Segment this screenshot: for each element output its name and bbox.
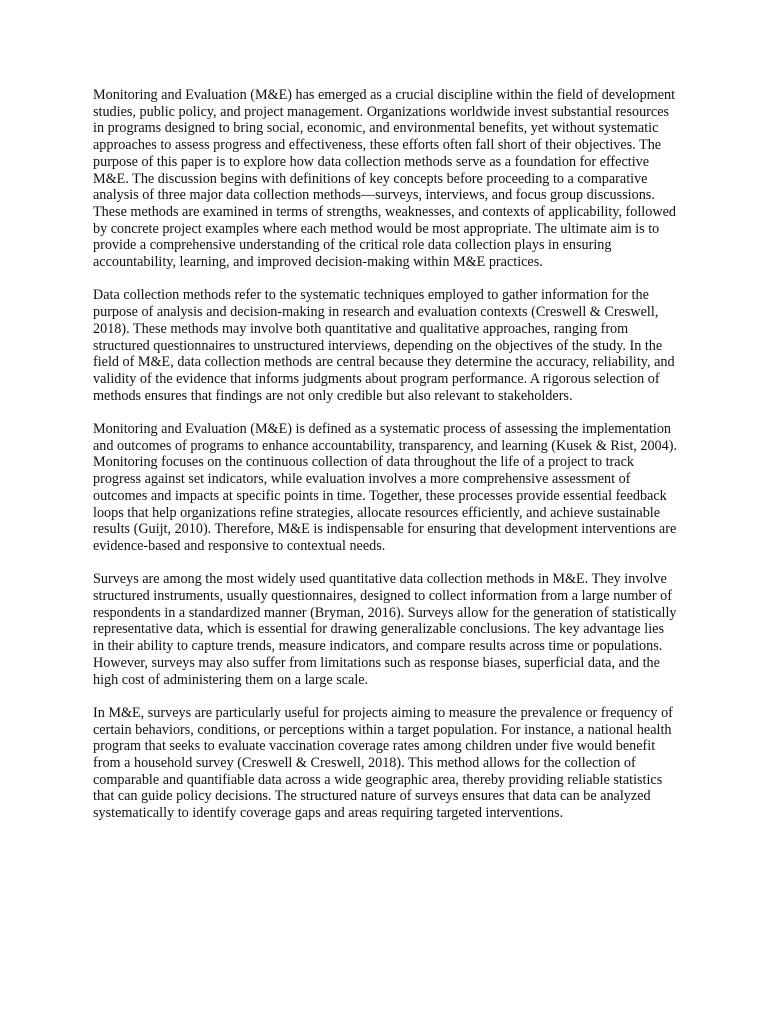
paragraph-introduction: Monitoring and Evaluation (M&E) has emerged as a crucial discipline within the field of development studies, public policy, and project management. Organizations worldwide invest substantial resources in programs designed to bring social, economic, and environmental benefits, yet without systematic approaches to assess progress and effectiveness, these efforts often fall short of their objectives. The purpose of this paper is to explore how data collection methods serve as a foundation for effective M&E. The discussion begins with definitions of key concepts before proceeding to a comparative analysis of three major data collection methods—surveys, interviews, and focus group discussions. These methods are examined in terms of strengths, weaknesses, and contexts of applicability, followed by concrete project examples where each method would be most appropriate. The ultimate aim is to provide a comprehensive understanding of the critical role data collection plays in ensuring accountability, learning, and improved decision-making within M&E practices. bbox=[93, 87, 676, 271]
document-page bbox=[93, 87, 677, 839]
paragraph-surveys-overview: Surveys are among the most widely used quantitative data collection methods in M&E. They involve structured instruments, usually questionnaires, designed to collect information from a large number of respondents in a standardized manner (Bryman, 2016). Surveys allow for the generation of statistically representative data, which is essential for drawing generalizable conclusions. The key advantage lies in their ability to capture trends, measure indicators, and compare results across time or populations. However, surveys may also suffer from limitations such as response biases, superficial data, and the high cost of administering them on a large scale. bbox=[93, 571, 677, 688]
paragraph-me-definition: Monitoring and Evaluation (M&E) is defined as a systematic process of assessing the implementation and outcomes of programs to enhance accountability, transparency, and learning (Kusek & Rist, 2004). Monitoring focuses on the continuous collection of data throughout the life of a project to track progress against set indicators, while evaluation involves a more comprehensive assessment of outcomes and impacts at specific points in time. Together, these processes provide essential feedback loops that help organizations refine strategies, allocate resources efficiently, and achieve sustainable results (Guijt, 2010). Therefore, M&E is indispensable for ensuring that development interventions are evidence-based and responsive to contextual needs. bbox=[93, 421, 678, 554]
paragraph-data-collection-definition: Data collection methods refer to the systematic techniques employed to gather information for the purpose of analysis and decision-making in research and evaluation contexts (Creswell & Creswell, 2018). These methods may involve both quantitative and qualitative approaches, ranging from structured questionnaires to unstructured interviews, depending on the objectives of the study. In the field of M&E, data collection methods are central because they determine the accuracy, reliability, and validity of the evidence that informs judgments about program performance. A rigorous selection of methods ensures that findings are not only credible but also relevant to stakeholders. bbox=[93, 287, 675, 404]
paragraph-surveys-application: In M&E, surveys are particularly useful for projects aiming to measure the prevalence or frequency of certain behaviors, conditions, or perceptions within a target population. For instance, a national health program that seeks to evaluate vaccination coverage rates among children under five would benefit from a household survey (Creswell & Creswell, 2018). This method allows for the collection of comparable and quantifiable data across a wide geographic area, thereby providing reliable statistics that can guide policy decisions. The structured nature of surveys ensures that data can be analyzed systematically to identify coverage gaps and areas requiring targeted interventions. bbox=[93, 704, 673, 822]
